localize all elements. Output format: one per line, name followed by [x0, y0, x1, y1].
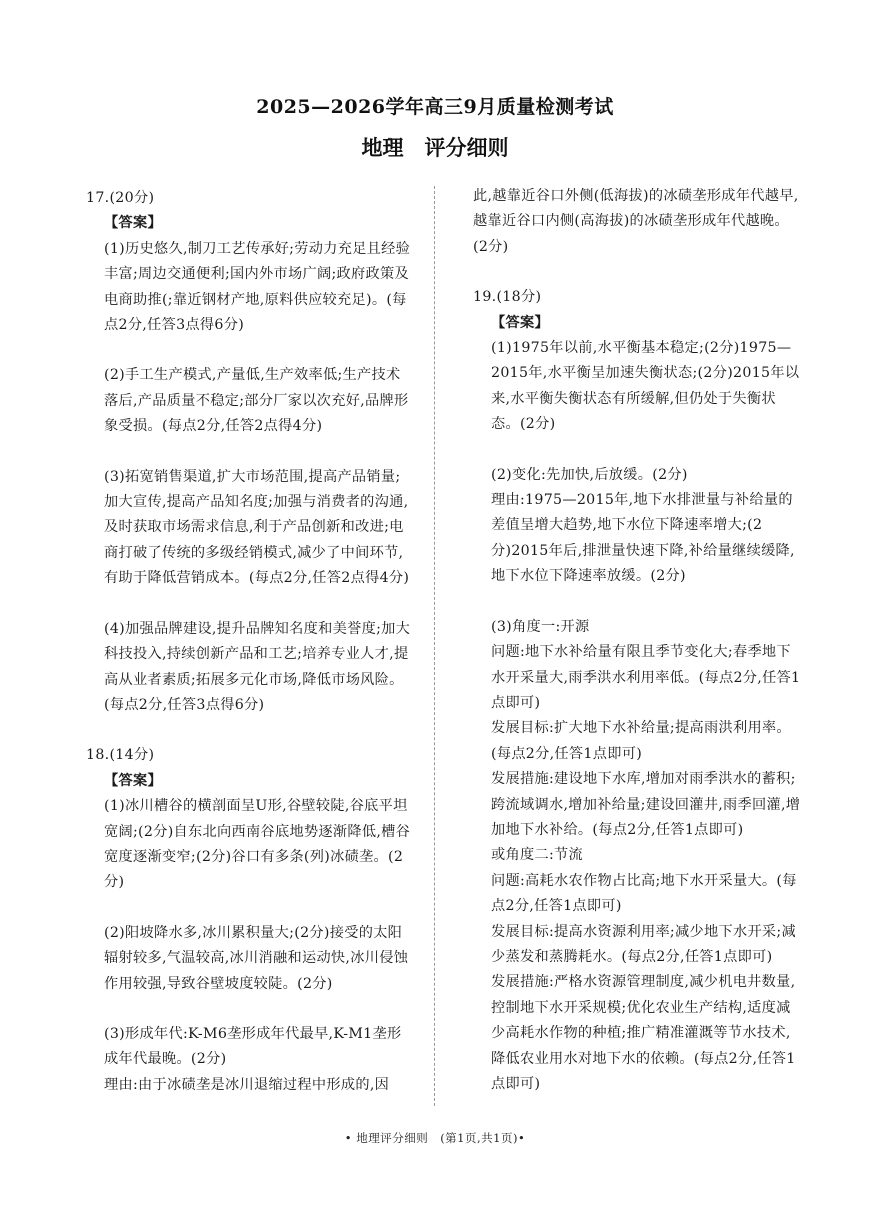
question-18-heading: 18.(14分) — [86, 747, 155, 764]
page-subtitle: 地理 评分细则 — [361, 135, 509, 160]
question-17-heading: 17.(20分) — [86, 190, 155, 206]
answer-label: 【答案】 — [104, 215, 162, 232]
answer-19-3-problem1: 问题:地下水补给量有限且季节变化大;春季地下水开采量大,雨季洪水利用率低。(每点2分,任答1点即可) — [491, 644, 801, 711]
answer-18-3-continued: 此,越靠近谷口外侧(低海拔)的冰碛垄形成年代越早,越靠近谷口内侧(高海拔)的冰碛垄形成年代越晚。(2分) — [473, 188, 799, 255]
answer-17-3: (3)拓宽销售渠道,扩大市场范围,提高产品销量;加大宣传,提高产品知名度;加强与消费者的沟通,及时获取市场需求信息,利于产品创新和改进;电商打破了传统的多级经销模式,减少了中间环节,有助于降低营销成本。(每点2分,任答2点得4分) — [104, 468, 410, 587]
answer-label: 【答案】 — [104, 772, 162, 789]
answer-18-3-era: (3)形成年代:K-M6垄形成年代最早,K-M1垄形成年代最晚。(2分) — [104, 1025, 402, 1068]
answer-17-2: (2)手工生产模式,产量低,生产效率低;生产技术落后,产品质量不稳定;部分厂家以次充好,品牌形象受损。(每点2分,任答2点得4分) — [104, 367, 409, 435]
page-title: 2025—2026学年高三9月质量检测考试 — [256, 96, 614, 118]
answer-19-2-change: (2)变化:先加快,后放缓。(2分) — [491, 466, 688, 483]
answer-19-3-goal2: 发展目标:提高水资源利用率;减少地下水开采;减少蒸发和蒸腾耗水。(每点2分,任答1点即可) — [491, 923, 796, 965]
right-column — [473, 184, 801, 1097]
answer-19-3-angle2: 或角度二:节流 — [491, 847, 584, 864]
answer-18-2: (2)阳坡降水多,冰川累积量大;(2分)接受的太阳辐射较多,气温较高,冰川消融和运动快,冰川侵蚀作用较强,导致谷壁坡度较陡。(2分) — [104, 924, 409, 992]
column-divider — [434, 186, 435, 1106]
answer-19-3-measures2: 发展措施:严格水资源管理制度,减少机电井数量,控制地下水开采规模;优化农业生产结构,适度减少高耗水作物的种植;推广精准灌溉等节水技术,降低农业用水对地下水的依赖。(每点2分,任答1点即可) — [491, 974, 796, 1092]
answer-19-3-angle1: (3)角度一:开源 — [491, 618, 590, 635]
question-19-heading: 19.(18分) — [473, 289, 542, 306]
answer-19-2-reason: 理由:1975—2015年,地下水排泄量与补给量的差值呈增大趋势,地下水位下降速率增大;(2分)2015年后,排泄量快速下降,补给量继续缓降,地下水位下降速率放缓。(2分) — [491, 492, 795, 585]
answer-label: 【答案】 — [491, 314, 549, 331]
answer-17-1: (1)历史悠久,制刀工艺传承好;劳动力充足且经验丰富;周边交通便利;国内外市场广阔;政府政策及电商助推(;靠近钢材产地,原料供应较充足)。(每点2分,任答3点得6分) — [104, 240, 411, 334]
answer-19-3-problem2: 问题:高耗水农作物占比高;地下水开采量大。(每点2分,任答1点即可) — [491, 872, 797, 915]
answer-19-3-measures1: 发展措施:建设地下水库,增加对雨季洪水的蓄积;跨流域调水,增加补给量;建设回灌井,雨季回灌,增加地下水补给。(每点2分,任答1点即可) — [491, 771, 801, 838]
answer-18-3-reason: 理由:由于冰碛垄是冰川退缩过程中形成的,因 — [104, 1076, 390, 1093]
answer-18-1: (1)冰川槽谷的横剖面呈U形,谷壁较陡,谷底平坦宽阔;(2分)自东北向西南谷底地势逐渐降低,槽谷宽度逐渐变窄;(2分)谷口有多条(列)冰碛垄。(2分) — [104, 798, 411, 891]
answer-17-4: (4)加强品牌建设,提升品牌知名度和美誉度;加大科技投入,持续创新产品和工艺;培养专业人才,提高从业者素质;拓展多元化市场,降低市场风险。(每点2分,任答3点得6分) — [104, 620, 411, 713]
left-column — [86, 186, 414, 1098]
answer-19-3-goal1: 发展目标:扩大地下水补给量;提高雨洪利用率。(每点2分,任答1点即可) — [491, 720, 791, 762]
page-footer: • 地理评分细则 (第1页,共1页)• — [344, 1131, 526, 1145]
answer-19-1: (1)1975年以前,水平衡基本稳定;(2分)1975—2015年,水平衡呈加速失衡状态;(2分)2015年以来,水平衡失衡状态有所缓解,但仍处于失衡状态。(2分) — [491, 340, 800, 433]
